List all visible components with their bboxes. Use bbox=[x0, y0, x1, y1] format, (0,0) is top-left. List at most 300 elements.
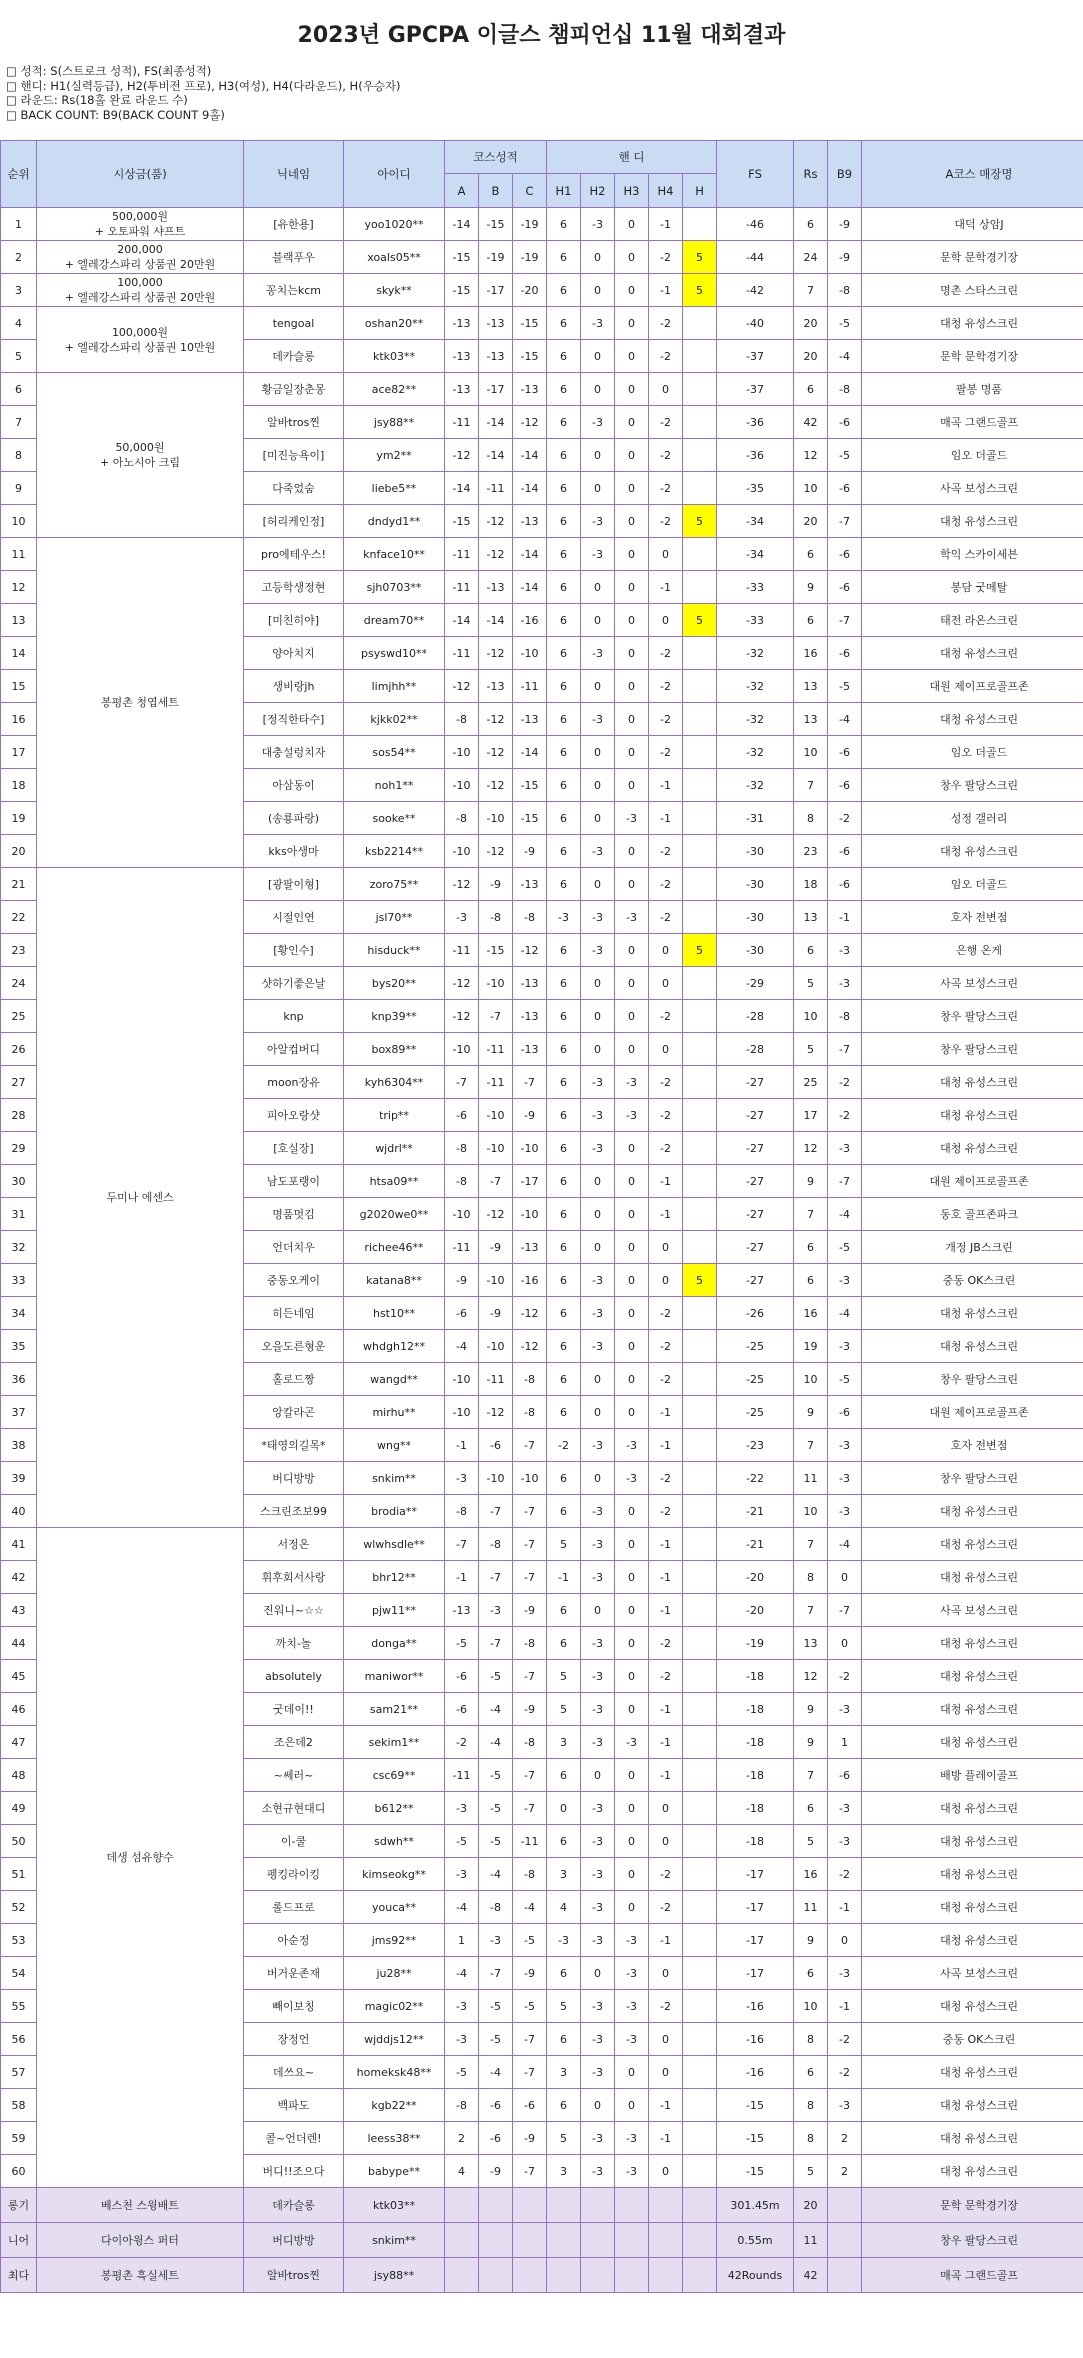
rs-cell: 6 bbox=[794, 1957, 828, 1990]
note-rounds: □ 라운드: Rs(18홀 완료 라운드 수) bbox=[6, 93, 1083, 108]
nickname-cell: 오을도른형운 bbox=[244, 1330, 344, 1363]
h2-cell: -3 bbox=[581, 1495, 615, 1528]
nickname-cell: 서정온 bbox=[244, 1528, 344, 1561]
score-a-cell: -12 bbox=[445, 868, 479, 901]
score-b-cell: -19 bbox=[479, 241, 513, 274]
fs-cell: -44 bbox=[717, 241, 794, 274]
h-cell bbox=[683, 1462, 717, 1495]
rs-cell: 10 bbox=[794, 1990, 828, 2023]
store-cell: 대청 유성스크린 bbox=[862, 1495, 1083, 1528]
h1-cell: 6 bbox=[547, 769, 581, 802]
id-cell: kgb22** bbox=[344, 2089, 445, 2122]
note-score: □ 성적: S(스트로크 성적), FS(최종성적) bbox=[6, 64, 1083, 79]
h4-cell: -2 bbox=[649, 1858, 683, 1891]
score-c-cell: -13 bbox=[513, 703, 547, 736]
special-empty-cell bbox=[615, 2223, 649, 2258]
b9-cell: -6 bbox=[828, 406, 862, 439]
score-c-cell: -7 bbox=[513, 2056, 547, 2089]
fs-cell: -16 bbox=[717, 1990, 794, 2023]
rs-cell: 6 bbox=[794, 208, 828, 241]
h4-cell: 0 bbox=[649, 1264, 683, 1297]
h1-cell: 0 bbox=[547, 1792, 581, 1825]
b9-cell: -9 bbox=[828, 208, 862, 241]
special-empty-cell bbox=[547, 2223, 581, 2258]
h1-cell: 6 bbox=[547, 307, 581, 340]
score-b-cell: -7 bbox=[479, 1495, 513, 1528]
score-a-cell: -3 bbox=[445, 1792, 479, 1825]
h4-cell: -2 bbox=[649, 637, 683, 670]
h4-cell: -1 bbox=[649, 1924, 683, 1957]
rs-cell: 13 bbox=[794, 1627, 828, 1660]
nickname-cell: 펭킹라이킹 bbox=[244, 1858, 344, 1891]
fs-cell: -37 bbox=[717, 373, 794, 406]
fs-cell: -17 bbox=[717, 1891, 794, 1924]
fs-cell: -30 bbox=[717, 868, 794, 901]
special-prize-cell: 베스천 스윙배트 bbox=[37, 2188, 244, 2223]
rank-cell: 20 bbox=[1, 835, 37, 868]
score-c-cell: -15 bbox=[513, 307, 547, 340]
h1-cell: 6 bbox=[547, 1495, 581, 1528]
b9-cell: 2 bbox=[828, 2155, 862, 2188]
id-cell: csc69** bbox=[344, 1759, 445, 1792]
h-cell bbox=[683, 1099, 717, 1132]
score-b-cell: -13 bbox=[479, 571, 513, 604]
score-a-cell: -5 bbox=[445, 1627, 479, 1660]
table-row bbox=[1, 868, 1083, 901]
h-cell bbox=[683, 1132, 717, 1165]
h4-cell: -2 bbox=[649, 1495, 683, 1528]
h-cell bbox=[683, 967, 717, 1000]
h3-cell: 0 bbox=[615, 736, 649, 769]
rank-cell: 49 bbox=[1, 1792, 37, 1825]
h1-cell: 5 bbox=[547, 1990, 581, 2023]
store-cell: 대원 제이프로골프존 bbox=[862, 1396, 1083, 1429]
score-a-cell: -3 bbox=[445, 1462, 479, 1495]
h1-cell: 5 bbox=[547, 1693, 581, 1726]
nickname-cell: 굿데이!! bbox=[244, 1693, 344, 1726]
rs-cell: 8 bbox=[794, 2089, 828, 2122]
h2-cell: 0 bbox=[581, 1231, 615, 1264]
store-cell: 대원 제이프로골프존 bbox=[862, 670, 1083, 703]
h4-cell: 0 bbox=[649, 2056, 683, 2089]
score-a-cell: -5 bbox=[445, 2056, 479, 2089]
special-store-cell: 창우 팔당스크린 bbox=[862, 2223, 1083, 2258]
store-cell: 대청 유성스크린 bbox=[862, 1693, 1083, 1726]
b9-cell: -1 bbox=[828, 1891, 862, 1924]
prize-line: + 오토파워 샤프트 bbox=[94, 225, 186, 238]
h3-cell: 0 bbox=[615, 1825, 649, 1858]
table-row bbox=[1, 307, 1083, 340]
score-b-cell: -4 bbox=[479, 1858, 513, 1891]
h3-cell: 0 bbox=[615, 868, 649, 901]
id-cell: oshan20** bbox=[344, 307, 445, 340]
prize-line: 봉평촌 청엽세트 bbox=[101, 696, 179, 709]
h3-cell: 0 bbox=[615, 670, 649, 703]
id-cell: sjh0703** bbox=[344, 571, 445, 604]
h3-cell: 0 bbox=[615, 472, 649, 505]
rank-cell: 22 bbox=[1, 901, 37, 934]
b9-cell: -2 bbox=[828, 2023, 862, 2056]
h3-cell: -3 bbox=[615, 802, 649, 835]
fs-cell: -30 bbox=[717, 901, 794, 934]
store-cell: 대청 유성스크린 bbox=[862, 1627, 1083, 1660]
rank-cell: 28 bbox=[1, 1099, 37, 1132]
rank-cell: 26 bbox=[1, 1033, 37, 1066]
h2-cell: -3 bbox=[581, 901, 615, 934]
nickname-cell: moon장유 bbox=[244, 1066, 344, 1099]
h2-cell: -3 bbox=[581, 934, 615, 967]
rs-cell: 9 bbox=[794, 571, 828, 604]
rank-cell: 18 bbox=[1, 769, 37, 802]
score-b-cell: -10 bbox=[479, 1330, 513, 1363]
b9-cell: -6 bbox=[828, 1396, 862, 1429]
score-c-cell: -5 bbox=[513, 1990, 547, 2023]
fs-cell: -32 bbox=[717, 637, 794, 670]
special-record-cell: 0.55m bbox=[717, 2223, 794, 2258]
h-cell bbox=[683, 1429, 717, 1462]
h-cell bbox=[683, 1858, 717, 1891]
h3-cell: 0 bbox=[615, 835, 649, 868]
h1-cell: 3 bbox=[547, 1726, 581, 1759]
score-a-cell: -10 bbox=[445, 1396, 479, 1429]
header-h2: H2 bbox=[581, 174, 615, 208]
store-cell: 문학 문학경기장 bbox=[862, 340, 1083, 373]
score-b-cell: -12 bbox=[479, 835, 513, 868]
special-label-cell: 최다 bbox=[1, 2258, 37, 2293]
header-store: A코스 매장명 bbox=[862, 141, 1083, 208]
rs-cell: 13 bbox=[794, 901, 828, 934]
fs-cell: -25 bbox=[717, 1330, 794, 1363]
b9-cell: -3 bbox=[828, 934, 862, 967]
score-b-cell: -4 bbox=[479, 1693, 513, 1726]
h-cell bbox=[683, 2089, 717, 2122]
rank-cell: 10 bbox=[1, 505, 37, 538]
rank-cell: 1 bbox=[1, 208, 37, 241]
fs-cell: -17 bbox=[717, 1957, 794, 1990]
rank-cell: 24 bbox=[1, 967, 37, 1000]
header-b: B bbox=[479, 174, 513, 208]
score-c-cell: -4 bbox=[513, 1891, 547, 1924]
rs-cell: 20 bbox=[794, 307, 828, 340]
score-c-cell: -14 bbox=[513, 538, 547, 571]
nickname-cell: [미친히야] bbox=[244, 604, 344, 637]
rank-cell: 19 bbox=[1, 802, 37, 835]
h1-cell: 6 bbox=[547, 241, 581, 274]
score-c-cell: -8 bbox=[513, 1858, 547, 1891]
b9-cell: -5 bbox=[828, 670, 862, 703]
score-c-cell: -19 bbox=[513, 208, 547, 241]
rank-cell: 53 bbox=[1, 1924, 37, 1957]
rank-cell: 41 bbox=[1, 1528, 37, 1561]
nickname-cell: 황금일장춘몽 bbox=[244, 373, 344, 406]
id-cell: limjhh** bbox=[344, 670, 445, 703]
rank-cell: 50 bbox=[1, 1825, 37, 1858]
header-h: H bbox=[683, 174, 717, 208]
id-cell: snkim** bbox=[344, 1462, 445, 1495]
id-cell: wlwhsdle** bbox=[344, 1528, 445, 1561]
score-b-cell: -4 bbox=[479, 2056, 513, 2089]
special-empty-cell bbox=[581, 2258, 615, 2293]
h3-cell: 0 bbox=[615, 274, 649, 307]
b9-cell: 0 bbox=[828, 1627, 862, 1660]
h4-cell: -1 bbox=[649, 769, 683, 802]
id-cell: hst10** bbox=[344, 1297, 445, 1330]
h1-cell: 6 bbox=[547, 1957, 581, 1990]
id-cell: kyh6304** bbox=[344, 1066, 445, 1099]
score-a-cell: -8 bbox=[445, 2089, 479, 2122]
h3-cell: 0 bbox=[615, 406, 649, 439]
h2-cell: -3 bbox=[581, 1891, 615, 1924]
special-empty-cell bbox=[581, 2223, 615, 2258]
id-cell: xoals05** bbox=[344, 241, 445, 274]
nickname-cell: 양아치지 bbox=[244, 637, 344, 670]
b9-cell: -3 bbox=[828, 1429, 862, 1462]
b9-cell: -6 bbox=[828, 1759, 862, 1792]
nickname-cell: [미진능욕이] bbox=[244, 439, 344, 472]
store-cell: 대청 유성스크린 bbox=[862, 1792, 1083, 1825]
score-b-cell: -5 bbox=[479, 1825, 513, 1858]
score-b-cell: -11 bbox=[479, 1363, 513, 1396]
id-cell: sos54** bbox=[344, 736, 445, 769]
store-cell: 대청 유성스크린 bbox=[862, 1528, 1083, 1561]
id-cell: youca** bbox=[344, 1891, 445, 1924]
rank-cell: 54 bbox=[1, 1957, 37, 1990]
h3-cell: 0 bbox=[615, 703, 649, 736]
id-cell: knp39** bbox=[344, 1000, 445, 1033]
rs-cell: 7 bbox=[794, 274, 828, 307]
id-cell: zoro75** bbox=[344, 868, 445, 901]
rs-cell: 5 bbox=[794, 1825, 828, 1858]
score-b-cell: -15 bbox=[479, 934, 513, 967]
h4-cell: -2 bbox=[649, 1891, 683, 1924]
h4-cell: 0 bbox=[649, 1033, 683, 1066]
h1-cell: 6 bbox=[547, 1033, 581, 1066]
special-id-cell: snkim** bbox=[344, 2223, 445, 2258]
id-cell: sdwh** bbox=[344, 1825, 445, 1858]
h2-cell: -3 bbox=[581, 2122, 615, 2155]
id-cell: jsl70** bbox=[344, 901, 445, 934]
b9-cell: -5 bbox=[828, 1363, 862, 1396]
h4-cell: -2 bbox=[649, 1330, 683, 1363]
h1-cell: 6 bbox=[547, 1165, 581, 1198]
h1-cell: 6 bbox=[547, 1330, 581, 1363]
score-a-cell: -10 bbox=[445, 1033, 479, 1066]
h-cell bbox=[683, 406, 717, 439]
prize-line: 500,000원 bbox=[111, 210, 169, 223]
nickname-cell: 중동오케이 bbox=[244, 1264, 344, 1297]
b9-cell: -2 bbox=[828, 1858, 862, 1891]
h1-cell: 6 bbox=[547, 2023, 581, 2056]
table-row bbox=[1, 274, 1083, 307]
rs-cell: 6 bbox=[794, 934, 828, 967]
h-cell bbox=[683, 670, 717, 703]
rs-cell: 24 bbox=[794, 241, 828, 274]
h2-cell: -3 bbox=[581, 1099, 615, 1132]
h-cell bbox=[683, 1033, 717, 1066]
score-b-cell: -9 bbox=[479, 1297, 513, 1330]
special-empty-cell bbox=[547, 2188, 581, 2223]
h-cell: 5 bbox=[683, 934, 717, 967]
h-cell bbox=[683, 1231, 717, 1264]
b9-cell: -7 bbox=[828, 505, 862, 538]
fs-cell: -15 bbox=[717, 2155, 794, 2188]
header-handicap: 핸 디 bbox=[547, 141, 717, 174]
id-cell: skyk** bbox=[344, 274, 445, 307]
h3-cell: -3 bbox=[615, 901, 649, 934]
score-a-cell: -3 bbox=[445, 1858, 479, 1891]
special-store-cell: 매곡 그랜드골프 bbox=[862, 2258, 1083, 2293]
h3-cell: 0 bbox=[615, 538, 649, 571]
header-id: 아이디 bbox=[344, 141, 445, 208]
h2-cell: 0 bbox=[581, 1198, 615, 1231]
table-row bbox=[1, 1528, 1083, 1561]
h2-cell: -3 bbox=[581, 1825, 615, 1858]
score-c-cell: -19 bbox=[513, 241, 547, 274]
special-empty-cell bbox=[683, 2188, 717, 2223]
header-b9: B9 bbox=[828, 141, 862, 208]
h4-cell: -2 bbox=[649, 1132, 683, 1165]
rank-cell: 39 bbox=[1, 1462, 37, 1495]
score-a-cell: -7 bbox=[445, 1066, 479, 1099]
h4-cell: 0 bbox=[649, 1231, 683, 1264]
rank-cell: 45 bbox=[1, 1660, 37, 1693]
h1-cell: 6 bbox=[547, 604, 581, 637]
score-b-cell: -8 bbox=[479, 901, 513, 934]
score-c-cell: -7 bbox=[513, 1561, 547, 1594]
b9-cell: -3 bbox=[828, 1792, 862, 1825]
score-b-cell: -5 bbox=[479, 1990, 513, 2023]
h2-cell: 0 bbox=[581, 1165, 615, 1198]
h3-cell: 0 bbox=[615, 2089, 649, 2122]
score-c-cell: -10 bbox=[513, 1198, 547, 1231]
score-c-cell: -15 bbox=[513, 769, 547, 802]
h4-cell: -2 bbox=[649, 307, 683, 340]
special-awards-body bbox=[1, 2188, 1083, 2293]
rs-cell: 12 bbox=[794, 1660, 828, 1693]
score-c-cell: -12 bbox=[513, 1297, 547, 1330]
h4-cell: -2 bbox=[649, 1297, 683, 1330]
id-cell: liebe5** bbox=[344, 472, 445, 505]
b9-cell: -4 bbox=[828, 1198, 862, 1231]
rank-cell: 55 bbox=[1, 1990, 37, 2023]
nickname-cell: 블랙푸우 bbox=[244, 241, 344, 274]
store-cell: 대청 유성스크린 bbox=[862, 1726, 1083, 1759]
h1-cell: 3 bbox=[547, 2056, 581, 2089]
score-b-cell: -4 bbox=[479, 1726, 513, 1759]
score-a-cell: -6 bbox=[445, 1099, 479, 1132]
special-store-cell: 문학 문학경기장 bbox=[862, 2188, 1083, 2223]
rank-cell: 30 bbox=[1, 1165, 37, 1198]
b9-cell: -5 bbox=[828, 1231, 862, 1264]
score-a-cell: -11 bbox=[445, 1759, 479, 1792]
special-rs-cell: 11 bbox=[794, 2223, 828, 2258]
h-cell: 5 bbox=[683, 241, 717, 274]
rs-cell: 13 bbox=[794, 670, 828, 703]
h2-cell: -3 bbox=[581, 637, 615, 670]
score-b-cell: -17 bbox=[479, 373, 513, 406]
h4-cell: -1 bbox=[649, 1759, 683, 1792]
special-empty-cell bbox=[615, 2258, 649, 2293]
score-c-cell: -9 bbox=[513, 1957, 547, 1990]
fs-cell: -19 bbox=[717, 1627, 794, 1660]
score-a-cell: -15 bbox=[445, 241, 479, 274]
store-cell: 대청 유성스크린 bbox=[862, 1330, 1083, 1363]
prize-cell bbox=[37, 538, 244, 868]
h4-cell: -1 bbox=[649, 1396, 683, 1429]
id-cell: ju28** bbox=[344, 1957, 445, 1990]
h4-cell: -1 bbox=[649, 2089, 683, 2122]
fs-cell: -34 bbox=[717, 505, 794, 538]
h2-cell: 0 bbox=[581, 670, 615, 703]
id-cell: yoo1020** bbox=[344, 208, 445, 241]
nickname-cell: 아알컵버디 bbox=[244, 1033, 344, 1066]
score-c-cell: -9 bbox=[513, 835, 547, 868]
id-cell: dream70** bbox=[344, 604, 445, 637]
h1-cell: 3 bbox=[547, 2155, 581, 2188]
rank-cell: 32 bbox=[1, 1231, 37, 1264]
id-cell: maniwor** bbox=[344, 1660, 445, 1693]
h-cell bbox=[683, 901, 717, 934]
rank-cell: 37 bbox=[1, 1396, 37, 1429]
score-b-cell: -10 bbox=[479, 1264, 513, 1297]
note-backcount: □ BACK COUNT: B9(BACK COUNT 9홀) bbox=[6, 108, 1083, 123]
h4-cell: -2 bbox=[649, 868, 683, 901]
b9-cell: -5 bbox=[828, 307, 862, 340]
b9-cell: -6 bbox=[828, 868, 862, 901]
id-cell: knface10** bbox=[344, 538, 445, 571]
prize-line: + 엘레강스파리 상품권 10만원 bbox=[64, 340, 216, 354]
rs-cell: 7 bbox=[794, 1198, 828, 1231]
score-b-cell: -6 bbox=[479, 1429, 513, 1462]
score-c-cell: -10 bbox=[513, 1462, 547, 1495]
h3-cell: -3 bbox=[615, 1429, 649, 1462]
fs-cell: -30 bbox=[717, 934, 794, 967]
special-empty-cell bbox=[547, 2258, 581, 2293]
h4-cell: -1 bbox=[649, 802, 683, 835]
h4-cell: -2 bbox=[649, 670, 683, 703]
score-a-cell: -10 bbox=[445, 1198, 479, 1231]
store-cell: 임오 더골드 bbox=[862, 736, 1083, 769]
rank-cell: 36 bbox=[1, 1363, 37, 1396]
h-cell: 5 bbox=[683, 1264, 717, 1297]
rs-cell: 9 bbox=[794, 1693, 828, 1726]
h-cell bbox=[683, 1198, 717, 1231]
h-cell bbox=[683, 1528, 717, 1561]
nickname-cell: 롤드프로 bbox=[244, 1891, 344, 1924]
score-c-cell: -8 bbox=[513, 1726, 547, 1759]
h4-cell: -2 bbox=[649, 1066, 683, 1099]
id-cell: ace82** bbox=[344, 373, 445, 406]
b9-cell: -9 bbox=[828, 241, 862, 274]
store-cell: 대청 유성스크린 bbox=[862, 1561, 1083, 1594]
id-cell: homeksk48** bbox=[344, 2056, 445, 2089]
score-a-cell: -11 bbox=[445, 934, 479, 967]
score-a-cell: -11 bbox=[445, 406, 479, 439]
h2-cell: 0 bbox=[581, 472, 615, 505]
h4-cell: -1 bbox=[649, 1198, 683, 1231]
rank-cell: 12 bbox=[1, 571, 37, 604]
h2-cell: 0 bbox=[581, 1000, 615, 1033]
score-a-cell: 4 bbox=[445, 2155, 479, 2188]
score-b-cell: -14 bbox=[479, 439, 513, 472]
h4-cell: 0 bbox=[649, 373, 683, 406]
h2-cell: -3 bbox=[581, 1264, 615, 1297]
h-cell bbox=[683, 1825, 717, 1858]
rs-cell: 5 bbox=[794, 967, 828, 1000]
h-cell bbox=[683, 2056, 717, 2089]
h1-cell: 6 bbox=[547, 934, 581, 967]
h1-cell: -2 bbox=[547, 1429, 581, 1462]
